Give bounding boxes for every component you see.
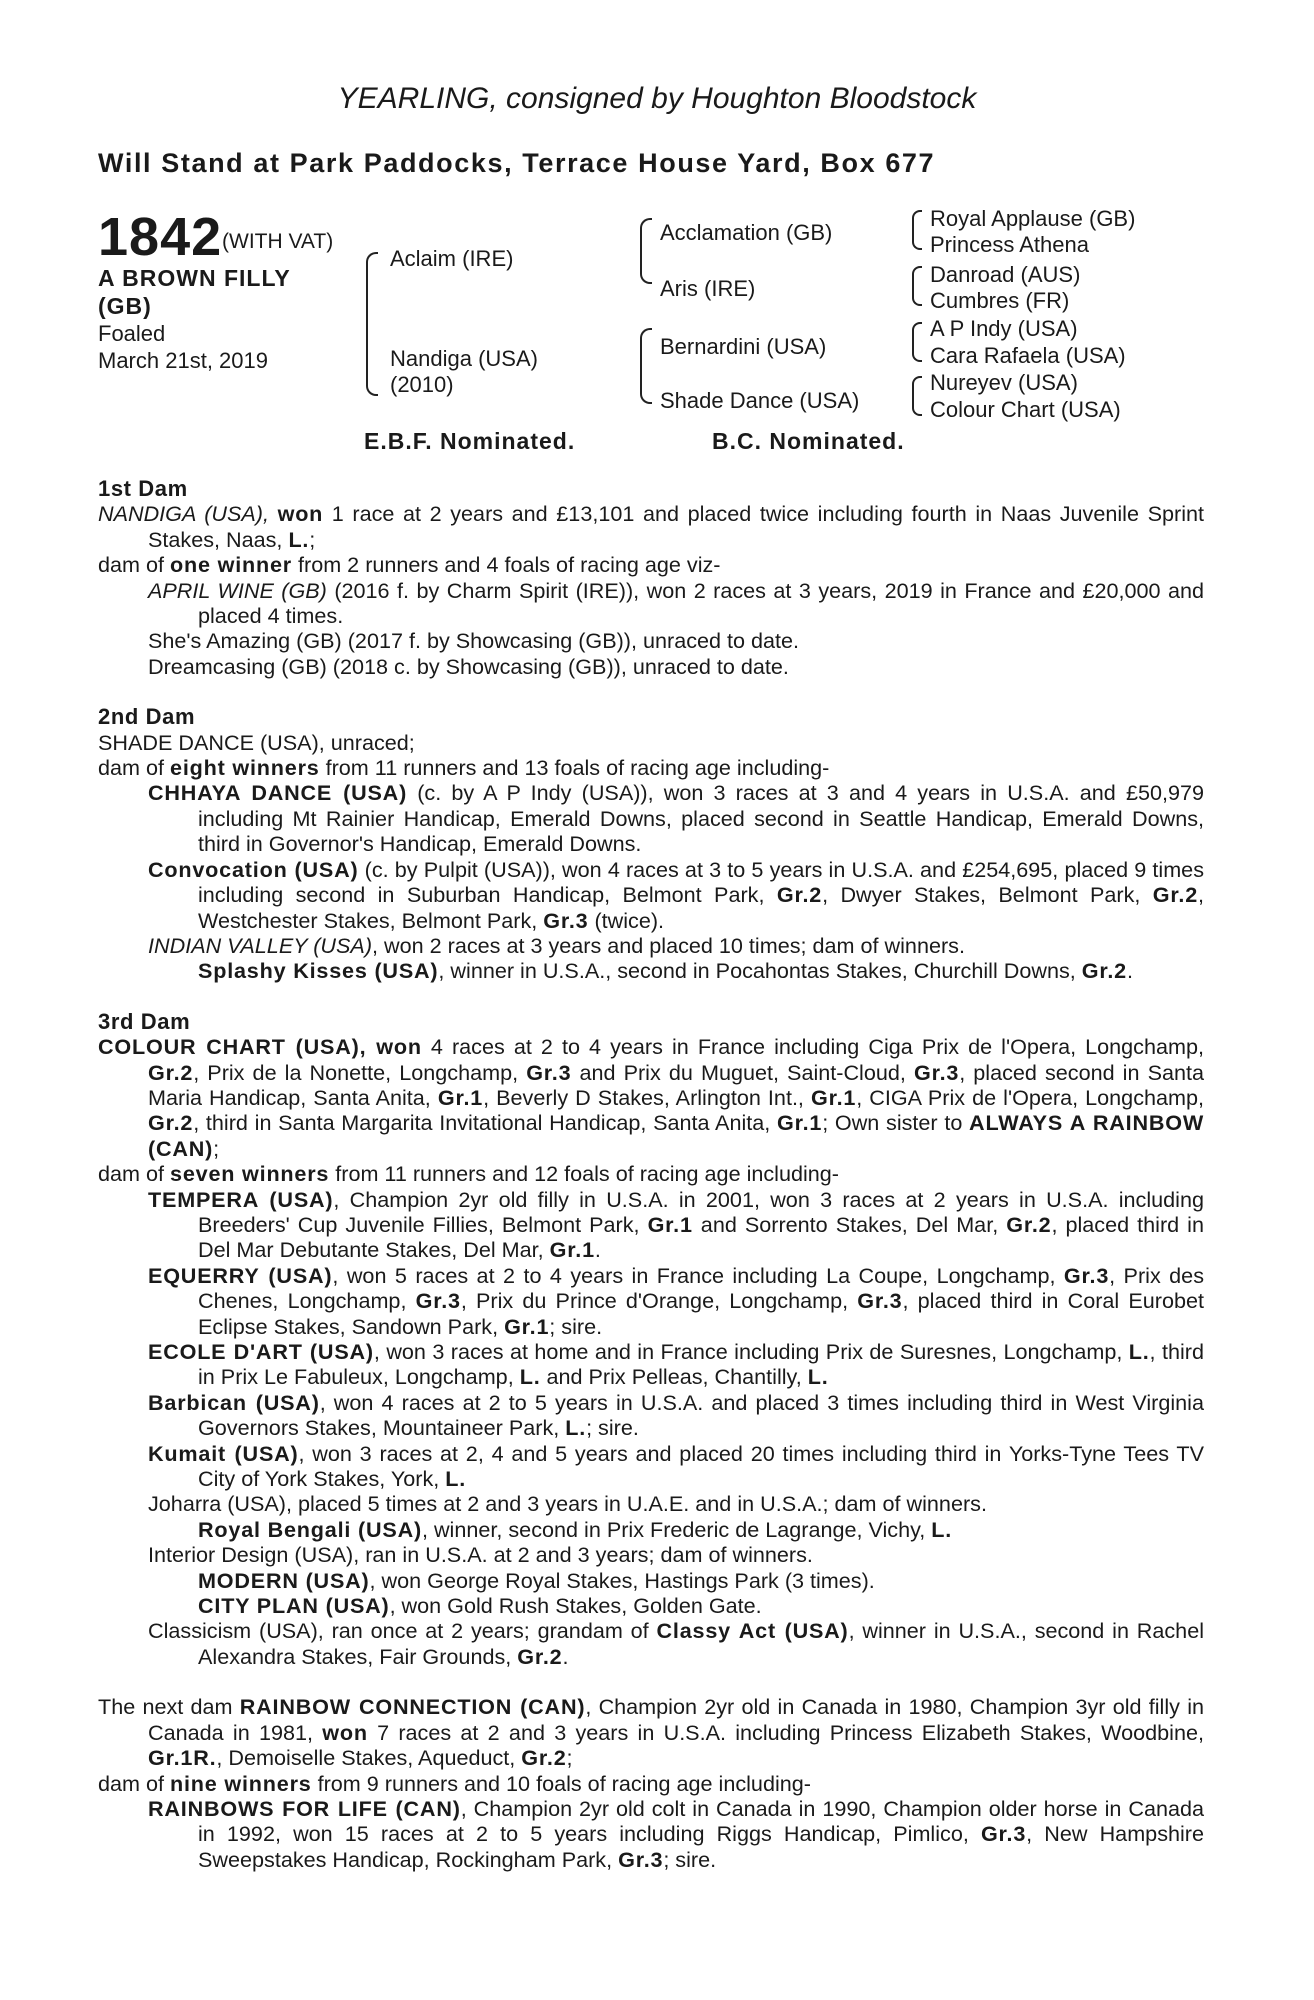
dam-sire-sire: A P Indy (USA) [930,316,1078,341]
produce-convocation: Convocation (USA) (c. by Pulpit (USA)), won 4 races at 3 to 5 years in U.S.A. and £254,695, placed 9 times including second in Suburban Handicap, Belmont Park, Gr.2, Dwyer Stakes, Belmont Park, Gr.2, Westchester Stakes, Belmont Park, Gr.3 (twice). [148,856,1205,933]
produce-barbican: Barbican (USA), won 4 races at 2 to 5 years in U.S.A. and placed 3 times including third in West Virginia Governors Stakes, Mountaineer Park, L.; sire. [148,1389,1204,1441]
consignment-title: YEARLING, consigned by Houghton Bloodstock [337,82,977,115]
first-dam-produce: dam of one winner from 2 runners and 4 foals of racing age viz- [98,552,721,578]
dam-sire-dam: Cara Rafaela (USA) [930,343,1126,368]
stand-location: Will Stand at Park Paddocks, Terrace House Yard, Box 677 [98,148,936,178]
produce-royal-bengali: Royal Bengali (USA), winner, second in Prix Frederic de Lagrange, Vichy, L. [198,1516,953,1542]
brace-gen3-1 [912,210,922,250]
dam-name: NANDIGA (USA), [98,501,269,527]
produce-interior-design: Interior Design (USA), ran in U.S.A. at 2 and 3 years; dam of winners. [148,1542,813,1568]
vat-note: (WITH VAT) [222,230,334,253]
dam-name: Nandiga (USA) [390,346,538,371]
first-dam-record: NANDIGA (USA), won 1 race at 2 years and £13,101 and placed twice including fourth in Naas Juvenile Sprint Stakes, Naas, L.; [98,501,1204,552]
produce-rainbows-for-life: RAINBOWS FOR LIFE (CAN), Champion 2yr old colt in Canada in 1990, Champion older horse in Canada in 1992, won 15 races at 2 to 5 years including Riggs Handicap, Pimlico, Gr.3, New Hampshire Sweepstakes Handicap, Rockingham Park, Gr.3; sire. [148,1795,1204,1872]
produce-chhaya-dance: CHHAYA DANCE (USA) (c. by A P Indy (USA)), won 3 races at 3 and 4 years in U.S.A. and £50,979 including Mt Rainier Handicap, Emerald Downs, placed second in Seattle Handicap, Emerald Downs, third in Governor's Handicap, Emerald Downs. [148,780,1204,857]
sire-dam: Aris (IRE) [660,276,756,301]
dam-sire: Bernardini (USA) [660,334,827,359]
brace-gen3-4 [912,376,922,416]
catalogue-body [98,476,1204,1872]
produce-dreamcasing: Dreamcasing (GB) (2018 c. by Showcasing (GB)), unraced to date. [148,653,789,679]
produce-tempera: TEMPERA (USA), Champion 2yr old filly in U.S.A. in 2001, won 3 races at 2 years in U.S.A. including Breeders' Cup Juvenile Fillies, Belmont Park, Gr.1 and Sorrento Stakes, Del Mar, Gr.2, placed third in Del Mar Debutante Stakes, Del Mar, Gr.1. [148,1186,1204,1263]
lot-description [98,264,348,320]
produce-indian-valley: INDIAN VALLEY (USA), won 2 races at 3 years and placed 10 times; dam of winners. [148,932,965,958]
sire-sire: Acclamation (GB) [660,220,833,245]
lot-sex-colour: A BROWN FILLY [98,265,291,291]
second-dam-heading: 2nd Dam [98,704,196,730]
brace-gen2-sire [640,218,652,284]
brace-gen3-3 [912,322,922,362]
produce-shes-amazing: She's Amazing (GB) (2017 f. by Showcasing (GB)), unraced to date. [148,628,800,654]
foaled-info [98,320,268,374]
next-dam-produce: dam of nine winners from 9 runners and 10 foals of racing age including- [98,1770,811,1796]
sire-dam-dam: Cumbres (FR) [930,288,1070,313]
produce-equerry: EQUERRY (USA), won 5 races at 2 to 4 years in France including La Coupe, Longchamp, Gr.3, Prix des Chenes, Longchamp, Gr.3, Prix du Prince d'Orange, Longchamp, Gr.3, placed third in Coral Eurobet Eclipse Stakes, Sandown Park, Gr.1; sire. [148,1262,1204,1339]
foaling-date: March 21st, 2019 [98,348,268,373]
brace-gen2-dam [640,328,652,404]
dam-dam: Shade Dance (USA) [660,388,860,413]
third-dam-produce: dam of seven winners from 11 runners and 12 foals of racing age including- [98,1161,840,1187]
produce-ecole-dart: ECOLE D'ART (USA), won 3 races at home and in France including Prix de Suresnes, Longchamp, L., third in Prix Le Fabuleux, Longchamp, L. and Prix Pelleas, Chantilly, L. [148,1339,1204,1390]
produce-splashy-kisses: Splashy Kisses (USA), winner in U.S.A., second in Pocahontas Stakes, Churchill Downs, Gr.2. [198,958,1133,984]
produce-city-plan: CITY PLAN (USA), won Gold Rush Stakes, Golden Gate. [198,1593,762,1619]
first-dam-heading: 1st Dam [98,476,188,501]
lot-country: (GB) [98,293,152,319]
lot-number: 1842 [98,207,223,267]
produce-classicism: Classicism (USA), ran once at 2 years; grandam of Classy Act (USA), winner in U.S.A., second in Rachel Alexandra Stakes, Fair Grounds, Gr.2. [148,1618,1204,1669]
won-label: won [277,501,324,527]
third-dam-heading: 3rd Dam [98,1008,191,1034]
foaled-label: Foaled [98,321,166,346]
produce-april-wine: APRIL WINE (GB) (2016 f. by Charm Spirit (IRE)), won 2 races at 3 years, 2019 in France and £20,000 and placed 4 times. [148,577,1204,629]
second-dam-produce: dam of eight winners from 11 runners and 13 foals of racing age including- [98,755,830,781]
sire-name: Aclaim (IRE) [390,246,514,271]
third-dam-record: COLOUR CHART (USA), won 4 races at 2 to 4 years in France including Ciga Prix de l'Opera, Longchamp, Gr.2, Prix de la Nonette, Longchamp, Gr.3 and Prix du Muguet, Saint-Cloud, Gr.3, placed second in Santa Maria Handicap, Santa Anita, Gr.1, Beverly D Stakes, Arlington Int., Gr.1, CIGA Prix de l'Opera, Longchamp, Gr.2, third in Santa Margarita Invitational Handicap, Santa Anita, Gr.1; Own sister to ALWAYS A RAINBOW (CAN); [98,1034,1205,1161]
next-dam-record: The next dam RAINBOW CONNECTION (CAN), Champion 2yr old in Canada in 1980, Champion 3yr old filly in Canada in 1981, won 7 races at 2 and 3 years in U.S.A. including Princess Elizabeth Stakes, Woodbine, Gr.1R., Demoiselle Stakes, Aqueduct, Gr.2; [98,1694,1205,1771]
brace-gen1 [366,252,378,396]
sire-sire-dam: Princess Athena [930,232,1089,257]
brace-gen3-2 [912,266,922,306]
bc-nomination: B.C. Nominated. [712,428,905,454]
produce-kumait: Kumait (USA), won 3 races at 2, 4 and 5 years and placed 20 times including third in Yorks-Tyne Tees TV City of York Stakes, York, L. [148,1440,1204,1492]
sire-sire-sire: Royal Applause (GB) [930,206,1136,231]
sire-dam-sire: Danroad (AUS) [930,262,1081,287]
ebf-nomination: E.B.F. Nominated. [364,428,576,454]
pedigree-block [0,200,1314,460]
produce-joharra: Joharra (USA), placed 5 times at 2 and 3 years in U.A.E. and in U.S.A.; dam of winners. [148,1491,987,1517]
dam-dam-sire: Nureyev (USA) [930,370,1078,395]
produce-modern: MODERN (USA), won George Royal Stakes, Hastings Park (3 times). [198,1567,875,1593]
dam-dam-dam: Colour Chart (USA) [930,397,1121,422]
dam-year: (2010) [390,372,454,397]
second-dam-record: SHADE DANCE (USA), unraced; [98,729,415,755]
